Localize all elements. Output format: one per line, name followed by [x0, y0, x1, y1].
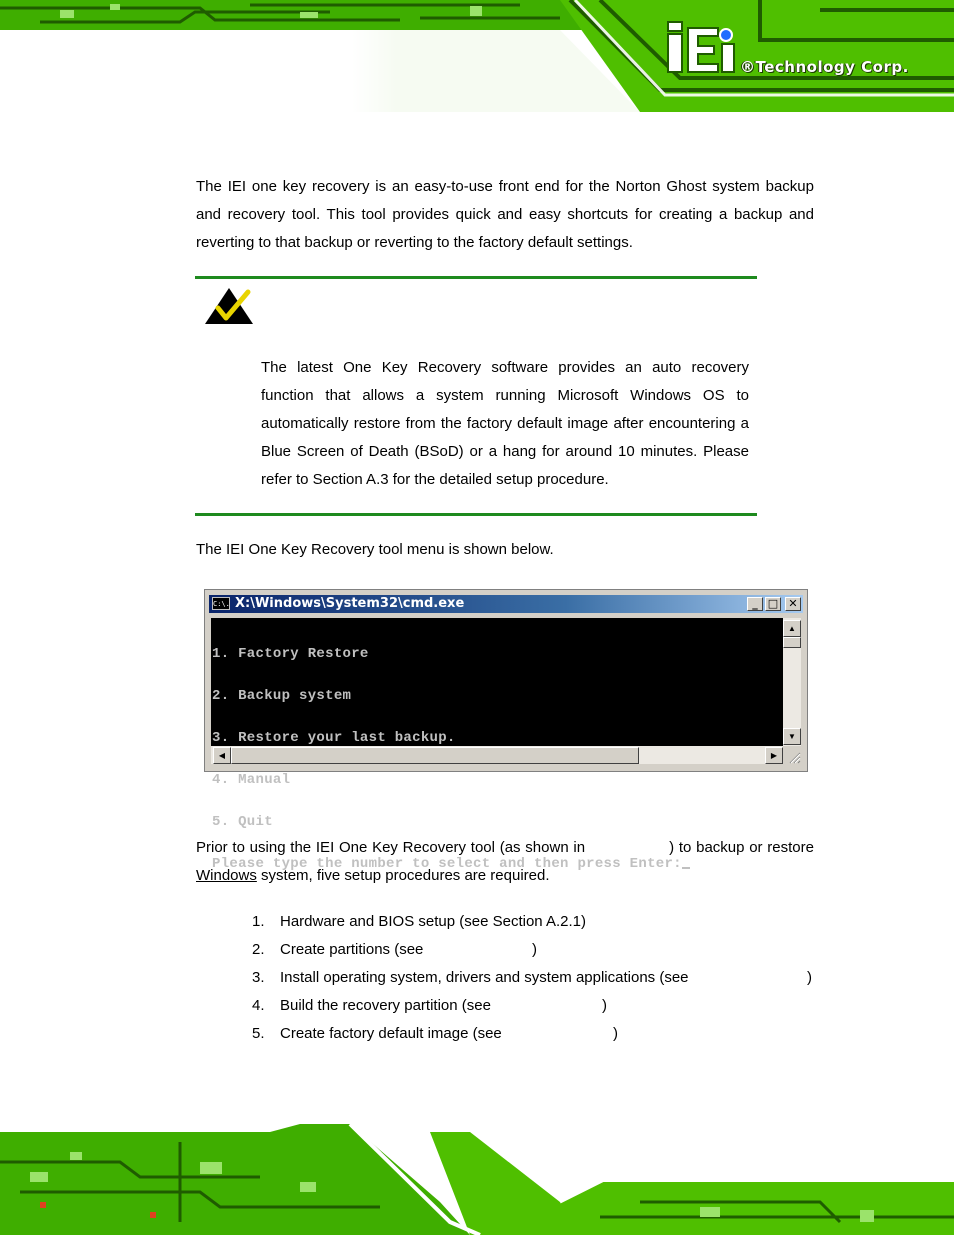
list-item-number: 5.: [252, 1025, 265, 1042]
scroll-down-arrow-icon[interactable]: ▼: [783, 728, 801, 745]
menu-intro-text: The IEI One Key Recovery tool menu is shown below.: [196, 541, 554, 558]
prior-text-part1: Prior to using the IEI One Key Recovery tool (as shown in: [196, 839, 586, 856]
company-logo-text: ®Technology Corp.: [740, 58, 909, 76]
list-item-text: Create factory default image (see: [280, 1025, 502, 1042]
note-top-rule: [195, 276, 757, 279]
footer-banner: [0, 1122, 954, 1235]
resize-grip-icon[interactable]: [787, 750, 801, 764]
header-banner: [0, 0, 954, 112]
console-line: 3. Restore your last backup.: [212, 730, 456, 746]
checkmark-warning-icon: [204, 286, 254, 326]
prior-text-part2: ) to backup or restore: [669, 839, 814, 856]
console-line: 2. Backup system: [212, 688, 352, 704]
vertical-scroll-thumb[interactable]: [783, 637, 801, 648]
prior-paragraph: [196, 834, 814, 890]
minimize-button[interactable]: _: [747, 597, 763, 611]
console-prompt: Please type the number to select and then press Enter:: [212, 856, 682, 872]
maximize-button[interactable]: □: [765, 597, 781, 611]
list-item-close-paren: ): [602, 997, 607, 1014]
list-item-close-paren: ): [613, 1025, 618, 1042]
iei-logo: [668, 22, 734, 72]
cmd-title-bar[interactable]: [209, 595, 803, 613]
list-item-number: 3.: [252, 969, 265, 986]
horizontal-scroll-thumb[interactable]: [231, 747, 639, 764]
note-bottom-rule: [195, 513, 757, 516]
windows-link[interactable]: Windows: [196, 867, 257, 884]
list-item-close-paren: ): [532, 941, 537, 958]
console-line: 5. Quit: [212, 814, 273, 830]
scroll-left-arrow-icon[interactable]: ◀: [213, 747, 231, 764]
vertical-scrollbar[interactable]: [783, 618, 801, 746]
scroll-right-arrow-icon[interactable]: ▶: [765, 747, 783, 764]
prior-text-part3: system, five setup procedures are required.: [261, 867, 550, 884]
scroll-up-arrow-icon[interactable]: ▲: [783, 620, 801, 637]
list-item-text: Build the recovery partition (see: [280, 997, 491, 1014]
console-line: 1. Factory Restore: [212, 646, 369, 662]
cmd-window-title: X:\Windows\System32\cmd.exe: [235, 596, 465, 611]
list-item-text: Create partitions (see: [280, 941, 424, 958]
pcb-header-graphic: [0, 0, 954, 112]
horizontal-scrollbar[interactable]: [211, 746, 783, 764]
note-text: The latest One Key Recovery software provides an auto recovery function that allows a system running Microsoft Windows OS to automatically restore from the factory default image after encountering a Blue Screen of Death (BSoD) or a hang for around 10 minutes. Please refer to Section A.3 for the detailed setup procedure.: [261, 359, 749, 488]
pcb-footer-graphic: [0, 1122, 954, 1235]
console-icon: C:\.: [212, 597, 230, 610]
list-item-close-paren: ): [807, 969, 812, 986]
console-line: 4. Manual: [212, 772, 291, 788]
close-button[interactable]: ✕: [785, 597, 801, 611]
list-item-number: 4.: [252, 997, 265, 1014]
list-item-number: 2.: [252, 941, 265, 958]
list-item-text: Hardware and BIOS setup (see Section A.2.1): [280, 913, 586, 930]
intro-paragraph: The IEI one key recovery is an easy-to-use front end for the Norton Ghost system backup and recovery tool. This tool provides quick and easy shortcuts for creating a backup and reverting to that backup or reverting to the factory default settings.: [196, 178, 814, 251]
list-item-number: 1.: [252, 913, 265, 930]
list-item-text: Install operating system, drivers and system applications (see: [280, 969, 689, 986]
